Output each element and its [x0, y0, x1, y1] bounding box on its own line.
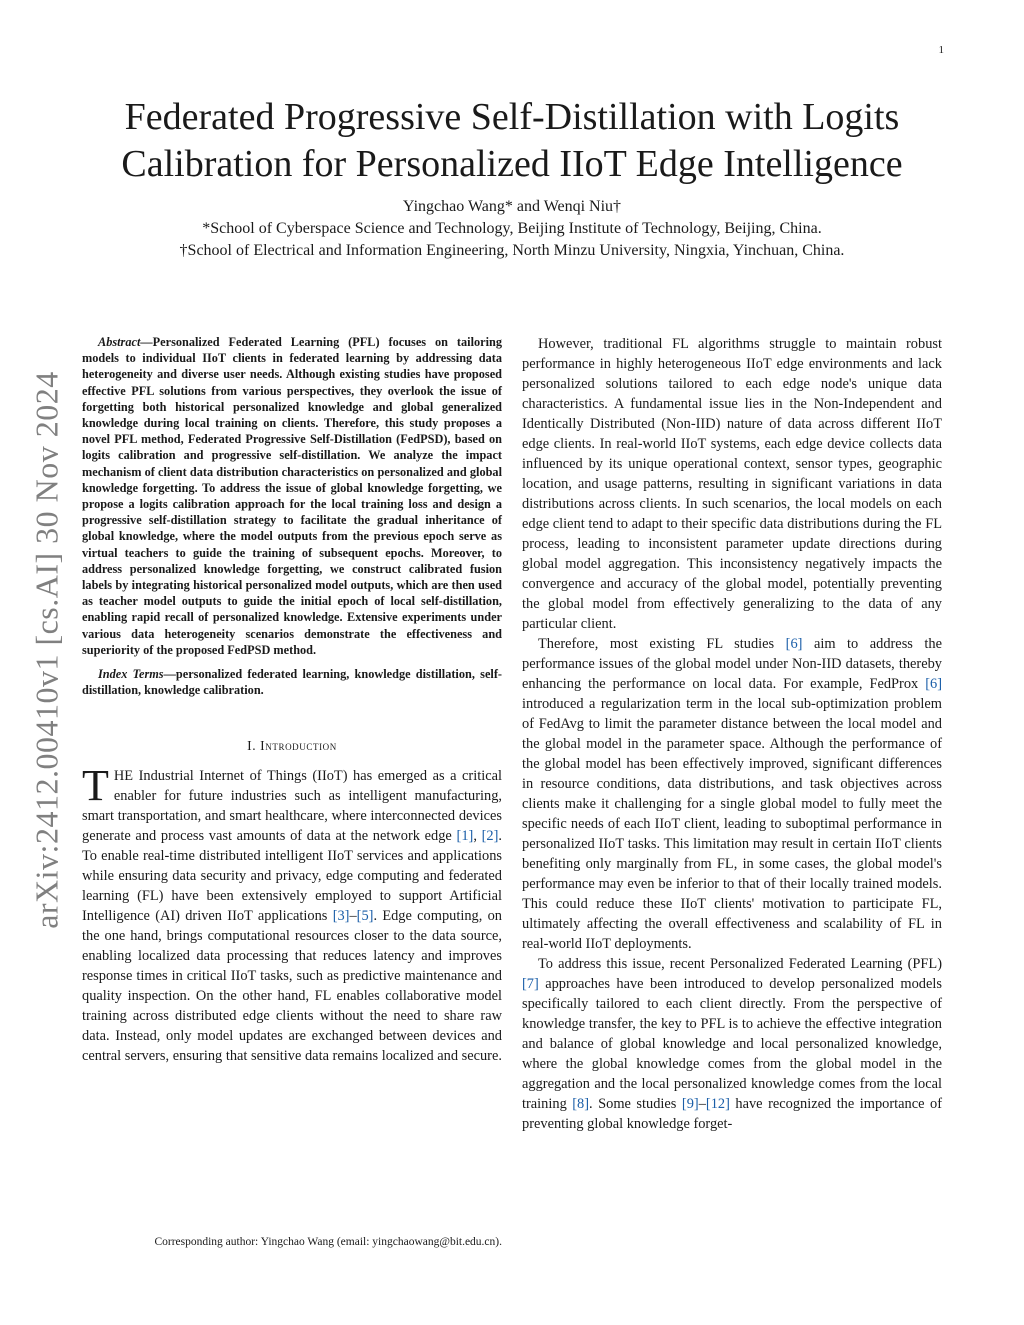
intro-paragraph-3: Therefore, most existing FL studies [6] aim to address the performance issues of the global model under Non-IID datasets, thereby enhancing the performance on local data. For example, FedProx [6] introduced a regularization term in the local sub-optimization problem of FedAvg to limit the parameter distance between the local model and the global model in the parameter space. Although the performance of the global model has been effectively improved, significant differences in resource conditions, data distributions, and task objectives across clients make it challenging for a single global model to fully meet the specific needs of each IIoT client, leading to suboptimal performance in personalized IIoT tasks. This limitation may result in certain IIoT clients benefiting only marginally from FL, in some cases, the global model's performance may even be inferior to that of their locally trained models. This could reduce these IIoT clients' motivation to participate FL, ultimately affecting the overall effectiveness and scalability of FL in real-world IIoT deployments. — [522, 636, 942, 952]
citation-link[interactable]: [7] — [522, 976, 539, 992]
corresponding-author-footnote: Corresponding author: Yingchao Wang (email: yingchaowang@bit.edu.cn). — [154, 1236, 502, 1248]
intro-paragraph-4: To address this issue, recent Personalized Federated Learning (PFL) [7] approaches have been introduced to develop personalized models specifically tailored to each client directly. From the perspective of knowledge transfer, the key to PFL is to achieve the effective integration and balance of global knowledge and local personalized knowledge, where the global knowledge comes from the global model in the aggregation and the local personalized knowledge comes from the local training [8]. Some studies [9]–[12] have recognized the importance of preventing global knowledge forget- — [522, 956, 942, 1132]
drop-cap: T — [82, 761, 109, 811]
intro-paragraph-1: THE Industrial Internet of Things (IIoT) has emerged as a critical enabler for future industries such as intelligent manufacturing, smart transportation, and smart healthcare, where interconnected devices generate and process vast amounts of data at the network edge [1], [2]. To enable real-time distributed intelligent IIoT services and applications while ensuring data security and privacy, edge computing and federated learning (FL) have been extensively employed to support Artificial Intelligence (AI) driven IIoT applications [3]–[5]. Edge computing, on the one hand, brings computational resources closer to the data source, enabling localized data processing that reduces latency and improves response times in critical IIoT tasks, such as predictive maintenance and quality inspection. On the other hand, FL enables collaborative model training across distributed edge clients without the need to share raw data. Instead, only model updates are exchanged between devices and central servers, ensuring that sensitive data remains localized and secure. — [82, 761, 502, 1065]
abstract-label: Abstract— — [98, 335, 153, 349]
section-heading-introduction: I. Introduction — [247, 738, 337, 754]
left-column — [82, 334, 502, 1066]
arxiv-identifier-text: arXiv:2412.00410v1 [cs.AI] 30 Nov 2024 — [28, 371, 65, 929]
abstract — [82, 334, 502, 658]
arxiv-identifier-stamp — [22, 350, 72, 950]
citation-link[interactable]: [2] — [481, 828, 499, 845]
intro-paragraph-2: However, traditional FL algorithms struggle to maintain robust performance in highly heterogeneous IIoT edge environments and lack personalized solutions tailored to each edge node's unique data characteristics. A fundamental issue lies in the Non-Independent and Identically Distributed (Non-IID) nature of data across different IIoT edge clients. In real-world IIoT systems, each edge device collects data influenced by its unique operational context, sensor types, geographic location, and usage patterns, resulting in significant variations in data distributions across clients. In such scenarios, the local models on each edge client tend to adapt to their specific data distributions during the FL process, leading to inconsistent parameter update directions during global model aggregation. This inconsistency negatively impacts the convergence and accuracy of the global model, potentially preventing the global model from effectively generalizing to the data of any particular client. — [522, 336, 942, 632]
abstract-text: Personalized Federated Learning (PFL) focuses on tailoring models to individual IIoT clients in federated learning by addressing data heterogeneity and diverse user needs. Although existing studies have proposed effective PFL solutions from various perspectives, they overlook the issue of forgetting both historical personalized knowledge and global generalized knowledge during local training on clients. Therefore, this study proposes a novel PFL method, Federated Progressive Self-Distillation (FedPSD), based on logits calibration and progressive self-distillation. We analyze the impact mechanism of client data distribution characteristics on personalized and global knowledge forgetting. To address the issue of global knowledge forgetting, we propose a logits calibration approach for the local training loss and design a progressive self-distillation strategy to facilitate the gradual inheritance of global knowledge, where the model outputs from the previous epoch serve as virtual teachers to guide the training of subsequent epochs. Moreover, to address personalized knowledge forgetting, we construct calibrated fusion labels by integrating historical personalized model outputs, which are then used as teacher model outputs to guide the initial epoch of local self-distillation, enabling rapid recall of personalized knowledge. Extensive experiments under various data heterogeneity scenarios demonstrate the effectiveness and superiority of the proposed FedPSD method. — [82, 335, 502, 657]
author-list: Yingchao Wang* and Wenqi Niu† — [402, 198, 622, 215]
citation-link[interactable]: [1] — [456, 828, 474, 845]
index-terms — [82, 666, 502, 698]
affiliation-1: *School of Cyberspace Science and Technology, Beijing Institute of Technology, Beijing, China. — [202, 220, 822, 237]
citation-link[interactable]: [5] — [356, 908, 374, 925]
citation-link[interactable]: [6] — [785, 636, 803, 652]
right-column — [522, 334, 942, 1134]
citation-link[interactable]: [12] — [705, 1096, 730, 1112]
affiliation-2: †School of Electrical and Information Engineering, North Minzu University, Ningxia, Yinchuan, China. — [179, 242, 845, 259]
paper-title: Federated Progressive Self-Distillation with Logits Calibration for Personalized IIoT Edge Intelligence — [121, 96, 903, 185]
index-terms-text: personalized federated learning, knowledge distillation, self-distillation, knowledge calibration. — [82, 667, 503, 698]
citation-link[interactable]: [6] — [925, 676, 942, 692]
citation-link[interactable]: [3] — [332, 908, 350, 925]
index-terms-label: Index Terms— — [98, 667, 176, 682]
citation-link[interactable]: [8] — [572, 1096, 590, 1112]
citation-link[interactable]: [9] — [681, 1096, 699, 1112]
page-number: 1 — [938, 44, 944, 56]
